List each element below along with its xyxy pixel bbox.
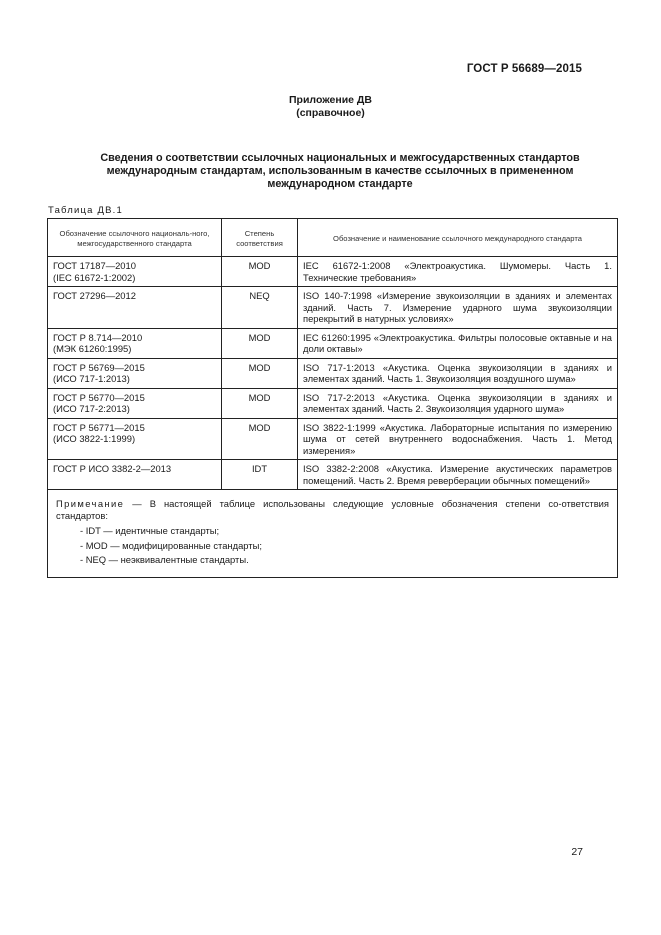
- national-standard-code: ГОСТ Р 56770—2015: [53, 391, 145, 403]
- section-heading-line-3: международном стандарте: [267, 178, 413, 190]
- national-standard-cell: [48, 460, 222, 490]
- table-header-row: [48, 219, 618, 257]
- national-standard-equivalent: (ИСО 3822-1:1999): [53, 433, 136, 444]
- table-caption: Таблица ДВ.1: [48, 205, 123, 216]
- national-standard-code: ГОСТ Р 8.714—2010: [53, 331, 143, 343]
- degree-cell: MOD: [222, 388, 298, 418]
- note-list-item: - MOD — модифицированные стандарты;: [80, 539, 262, 551]
- national-standard-code: ГОСТ Р ИСО 3382-2—2013: [53, 463, 172, 474]
- international-standard-cell: IEC 61260:1995 «Электроакустика. Фильтры полосовые октавные и на доли октавы»: [298, 328, 618, 358]
- correspondence-table-wrapper: [47, 218, 617, 578]
- national-standard-equivalent: (ИСО 717-1:2013): [53, 373, 130, 384]
- national-standard-code: ГОСТ Р 56771—2015: [53, 421, 145, 433]
- page-number: 27: [571, 846, 583, 858]
- national-standard-cell: [48, 287, 222, 329]
- section-heading-line-1: Сведения о соответствии ссылочных национальных и межгосударственных стандартов: [100, 152, 580, 164]
- table-row: [48, 460, 618, 490]
- national-standard-cell: [48, 358, 222, 388]
- note-intro: [56, 498, 609, 521]
- degree-cell: MOD: [222, 328, 298, 358]
- degree-cell: IDT: [222, 460, 298, 490]
- section-heading: [50, 152, 630, 191]
- degree-cell: MOD: [222, 358, 298, 388]
- note-list-item: - IDT — идентичные стандарты;: [80, 525, 220, 536]
- national-standard-code: ГОСТ Р 56769—2015: [53, 361, 145, 373]
- note-text: — В настоящей таблице использованы следующие условные обозначения степени со-ответствия стандартов:: [56, 498, 609, 521]
- degree-cell: MOD: [222, 418, 298, 460]
- national-standard-cell: [48, 257, 222, 287]
- note-list-item: - NEQ — неэквивалентные стандарты.: [80, 554, 249, 565]
- annex-title: Приложение ДВ: [289, 94, 372, 106]
- national-standard-cell: [48, 418, 222, 460]
- table-row: [48, 257, 618, 287]
- table-note: [48, 490, 618, 578]
- document-code: ГОСТ Р 56689—2015: [466, 63, 582, 75]
- correspondence-table: [47, 218, 618, 578]
- national-standard-cell: [48, 388, 222, 418]
- international-standard-cell: ISO 140-7:1998 «Измерение звукоизоляции в зданиях и элементах зданий. Часть 7. Измерение ударного шума звукоизоляции перекрытий в натурных условиях»: [298, 287, 618, 329]
- table-row: [48, 287, 618, 329]
- table-row: [48, 328, 618, 358]
- table-row: [48, 418, 618, 460]
- national-standard-equivalent: (МЭК 61260:1995): [53, 343, 132, 354]
- national-standard-code: ГОСТ 27296—2012: [53, 290, 136, 301]
- table-note-row: [48, 490, 618, 578]
- table-row: [48, 358, 618, 388]
- header-degree: Степень соответствия: [222, 219, 298, 257]
- annex-title-block: [0, 94, 661, 120]
- international-standard-cell: ISO 717-2:2013 «Акустика. Оценка звукоизоляции в зданиях и элементах зданий. Часть 2. Звукоизоляция ударного шума»: [298, 388, 618, 418]
- international-standard-cell: ISO 717-1:2013 «Акустика. Оценка звукоизоляции в зданиях и элементах зданий. Часть 1. Звукоизоляция воздушного шума»: [298, 358, 618, 388]
- note-list: [56, 525, 609, 566]
- national-standard-cell: [48, 328, 222, 358]
- section-heading-line-2: международным стандартам, использованным в качестве ссылочных в примененном: [106, 165, 574, 177]
- header-international-standard: Обозначение и наименование ссылочного международного стандарта: [298, 219, 618, 257]
- note-label: Примечание: [56, 498, 125, 509]
- header-national-standard: Обозначение ссылочного националь-ного, межгосударственного стандарта: [48, 219, 222, 257]
- degree-cell: MOD: [222, 257, 298, 287]
- international-standard-cell: ISO 3822-1:1999 «Акустика. Лабораторные испытания по измерению шума от сетей внутреннего водоснабжения. Часть 1. Метод измерения»: [298, 418, 618, 460]
- national-standard-equivalent: (IEC 61672-1:2002): [53, 271, 136, 283]
- table-row: [48, 388, 618, 418]
- international-standard-cell: ISO 3382-2:2008 «Акустика. Измерение акустических параметров помещений. Часть 2. Время реверберации обычных помещений»: [298, 460, 618, 490]
- international-standard-cell: IEC 61672-1:2008 «Электроакустика. Шумомеры. Часть 1. Технические требования»: [298, 257, 618, 287]
- national-standard-equivalent: (ИСО 717-2:2013): [53, 403, 130, 414]
- national-standard-code: ГОСТ 17187—2010: [53, 260, 136, 271]
- degree-cell: NEQ: [222, 287, 298, 329]
- annex-subtitle: (справочное): [296, 107, 365, 119]
